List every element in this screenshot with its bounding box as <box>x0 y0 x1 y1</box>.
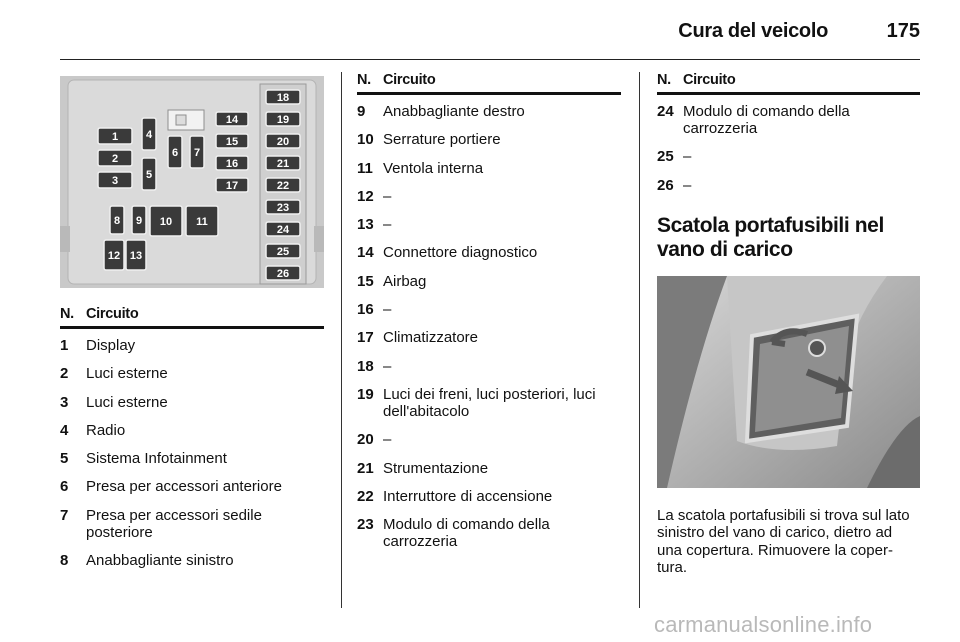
circuit-name: – <box>683 148 692 166</box>
fuse-label: 22 <box>276 180 290 192</box>
page-header <box>60 14 920 60</box>
section-paragraph: La scatola portafusibili si trova sul lato sinistro del vano di carico, dietro ad una copertura. Rimuovere la coper-tura. <box>657 506 910 577</box>
fuse-label: 15 <box>225 136 239 148</box>
circuit-name: Strumentazione <box>383 459 489 477</box>
fuse-label: 8 <box>113 215 121 227</box>
table-row <box>357 358 621 375</box>
table-row <box>357 103 621 120</box>
table-row <box>657 103 920 137</box>
fuse-label: 6 <box>171 147 179 159</box>
fuse-number: 6 <box>60 478 69 496</box>
fuse-number: 2 <box>60 365 69 383</box>
header-number: N. <box>657 72 671 88</box>
fuse-number: 10 <box>357 131 374 149</box>
header-circuit: Circuito <box>383 72 436 88</box>
column-middle <box>357 72 621 561</box>
fuse-number: 18 <box>357 357 374 375</box>
circuit-name: Climatizzatore <box>383 329 479 347</box>
circuit-name: Modulo di comando della carrozzeria <box>383 516 550 551</box>
fuse-number: 24 <box>657 103 674 120</box>
fuse-label: 25 <box>276 246 290 258</box>
fuse-label: 17 <box>225 180 239 192</box>
fuse-number: 1 <box>60 337 69 354</box>
fuse-label: 16 <box>225 158 239 170</box>
table-row <box>60 422 324 439</box>
fuse-label: 20 <box>276 136 290 148</box>
circuit-name: Sistema Infotainment <box>86 450 227 468</box>
fuse-label: 5 <box>145 169 153 181</box>
fuse-box-diagram <box>60 76 324 288</box>
circuit-name: – <box>383 431 392 449</box>
fuse-number: 9 <box>357 103 366 120</box>
fuse-label: 23 <box>276 202 290 214</box>
fuse-number: 15 <box>357 272 374 290</box>
circuit-name: Connettore diagnostico <box>383 244 538 262</box>
circuit-name: Serrature portiere <box>383 131 501 149</box>
table-row <box>357 431 621 448</box>
circuit-name: Interruttore di accensione <box>383 487 553 505</box>
circuit-name: Luci esterne <box>86 393 168 411</box>
fuse-number: 5 <box>60 450 69 468</box>
fuse-number: 11 <box>357 159 373 177</box>
table-row <box>657 177 920 194</box>
table-header <box>657 72 920 95</box>
circuit-name: Presa per accessori anteriore <box>86 478 282 496</box>
fuse-label: 3 <box>111 175 119 187</box>
table-row <box>357 386 621 420</box>
circuit-name: – <box>383 357 392 375</box>
circuit-name: Luci esterne <box>86 365 168 383</box>
watermark: carmanualsonline.info <box>654 612 873 637</box>
fuse-number: 8 <box>60 552 69 570</box>
fuse-number: 26 <box>657 176 674 194</box>
fuse-number: 23 <box>357 516 374 534</box>
circuit-name: – <box>383 216 392 234</box>
fuse-label: 26 <box>276 268 290 280</box>
table-row <box>357 244 621 261</box>
circuit-name: – <box>383 187 392 205</box>
fuse-label: 4 <box>145 129 153 141</box>
circuit-name: Modulo di comando della carrozzeria <box>683 103 850 137</box>
table-row <box>657 148 920 165</box>
table-row <box>357 516 621 550</box>
table-row <box>357 460 621 477</box>
fuse-label: 13 <box>129 250 143 262</box>
table-header <box>357 72 621 95</box>
cargo-fuse-cover-photo <box>657 276 920 488</box>
column-divider <box>639 72 640 608</box>
table-row <box>60 394 324 411</box>
circuit-name: – <box>683 176 692 194</box>
fuse-number: 12 <box>357 187 374 205</box>
column-divider <box>341 72 342 608</box>
fuse-label: 2 <box>111 153 119 165</box>
circuit-name: Luci dei freni, luci posteriori, luci dell'abitacolo <box>383 385 596 420</box>
fuse-label: 9 <box>135 215 143 227</box>
page-number: 175 <box>886 20 920 42</box>
fuse-label: 12 <box>107 250 121 262</box>
circuit-name: Anabbagliante sinistro <box>86 552 234 570</box>
circuit-name: Radio <box>86 421 126 439</box>
circuit-name: Anabbagliante destro <box>383 103 525 120</box>
fuse-number: 22 <box>357 487 374 505</box>
circuit-name: – <box>383 301 392 319</box>
circuit-name: Airbag <box>383 272 427 290</box>
table-header <box>60 306 324 329</box>
table-row <box>357 216 621 233</box>
fuse-label: 10 <box>159 216 173 228</box>
section-heading: Scatola portafusibili nel vano di carico <box>657 213 884 261</box>
fuse-number: 16 <box>357 301 374 319</box>
fuse-number: 3 <box>60 393 69 411</box>
column-right <box>657 72 920 577</box>
page-title: Cura del veicolo <box>678 20 828 42</box>
fuse-label: 14 <box>225 114 239 126</box>
table-row <box>357 188 621 205</box>
circuit-name: Display <box>86 337 136 354</box>
table-row <box>60 337 324 354</box>
fuse-label: 7 <box>193 147 201 159</box>
fuse-number: 21 <box>357 459 374 477</box>
fuse-label: 19 <box>276 114 290 126</box>
fuse-number: 17 <box>357 329 374 347</box>
table-row <box>357 131 621 148</box>
fuse-number: 4 <box>60 421 69 439</box>
table-row <box>357 301 621 318</box>
fuse-label: 11 <box>196 216 208 228</box>
header-number: N. <box>60 306 74 322</box>
table-row <box>357 273 621 290</box>
table-row <box>60 552 324 569</box>
fuse-number: 7 <box>60 506 69 524</box>
table-row <box>357 488 621 505</box>
fuse-table-part-1 <box>60 306 324 580</box>
table-row <box>60 478 324 495</box>
fuse-number: 20 <box>357 431 374 449</box>
table-row <box>60 507 324 541</box>
fuse-number: 25 <box>657 148 674 166</box>
table-row <box>357 160 621 177</box>
fuse-label: 24 <box>276 224 290 236</box>
circuit-name: Ventola interna <box>383 159 484 177</box>
header-circuit: Circuito <box>683 72 736 88</box>
header-circuit: Circuito <box>86 306 139 322</box>
table-row <box>60 450 324 467</box>
header-number: N. <box>357 72 371 88</box>
fuse-number: 19 <box>357 385 374 403</box>
table-row <box>60 365 324 382</box>
fuse-label: 1 <box>111 131 119 143</box>
fuse-number: 14 <box>357 244 374 262</box>
fuse-label: 21 <box>276 158 290 170</box>
fuse-label: 18 <box>276 92 290 104</box>
circuit-name: Presa per accessori sedile posteriore <box>86 506 262 541</box>
table-row <box>357 329 621 346</box>
fuse-number: 13 <box>357 216 374 234</box>
